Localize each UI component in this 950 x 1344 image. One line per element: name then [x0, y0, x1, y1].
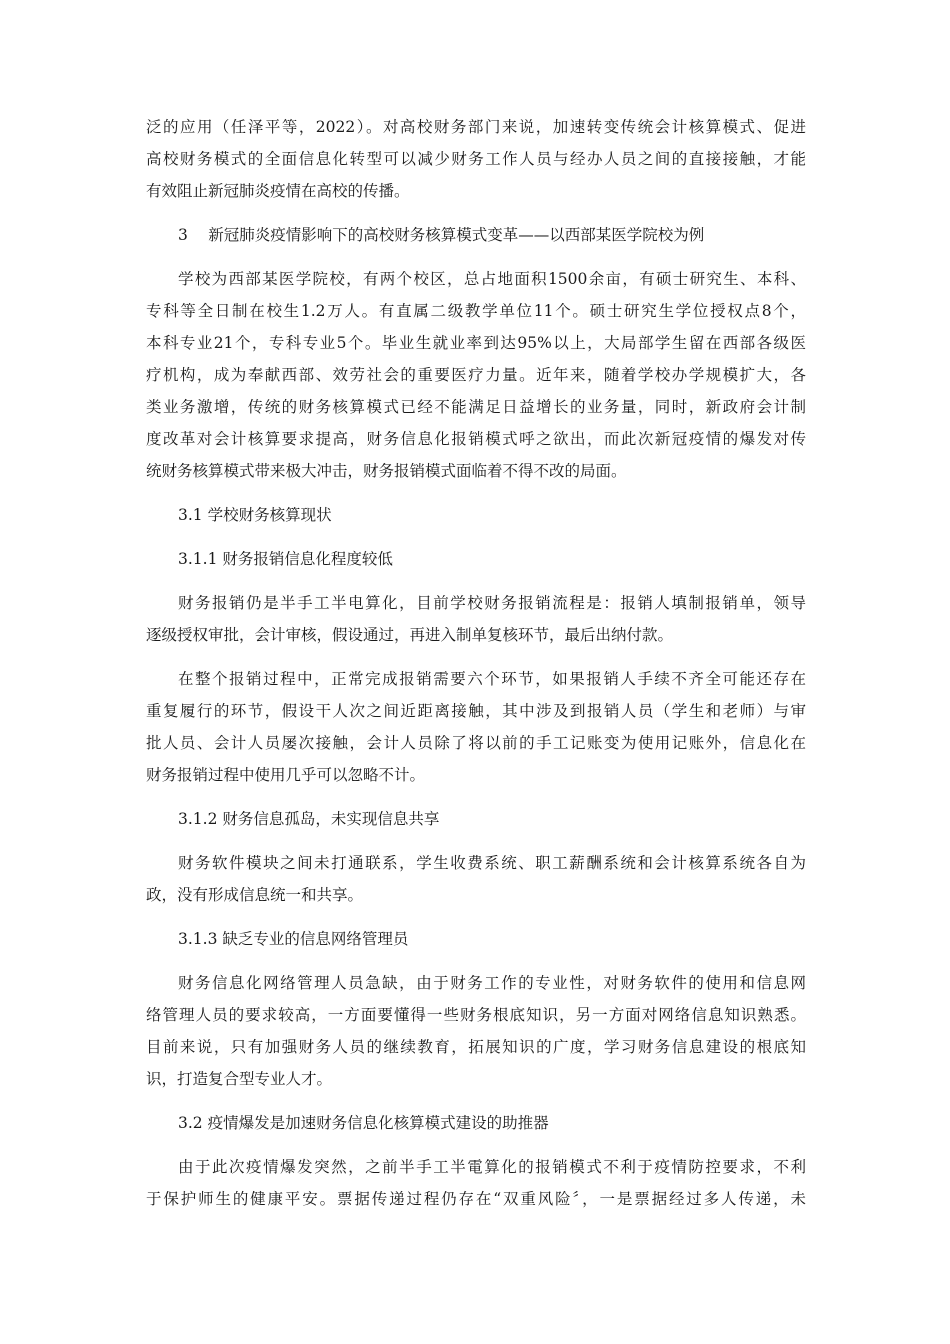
subsection-heading: 3.2 疫情爆发是加速财务信息化核算模式建设的助推器	[178, 1114, 549, 1132]
paragraph-line: 目前来说，只有加强财务人员的继续教育，拓展知识的广度，学习财务信息建设的根底知	[146, 1038, 806, 1056]
subsection-heading: 3.1 学校财务核算现状	[178, 506, 332, 524]
paragraph-line: 高校财务模式的全面信息化转型可以减少财务工作人员与经办人员之间的直接接触，才能	[146, 150, 806, 168]
paragraph-line: 度改革对会计核算要求提高，财务信息化报销模式呼之欲出，而此次新冠疫情的爆发对传	[146, 430, 806, 448]
paragraph-line: 泛的应用（任泽平等，2022）。对高校财务部门来说，加速转变传统会计核算模式、促进	[146, 118, 806, 136]
paragraph-line: 类业务激增，传统的财务核算模式已经不能满足日益增长的业务量，同时，新政府会计制	[146, 398, 806, 416]
section-heading: 3 新冠肺炎疫情影响下的高校财务核算模式变革——以西部某医学院校为例	[178, 226, 705, 244]
paragraph-line: 专科等全日制在校生1.2万人。有直属二级教学单位11个。硕士研究生学位授权点8个，	[146, 302, 806, 320]
paragraph-line: 疗机构，成为奉献西部、效劳社会的重要医疗力量。近年来，随着学校办学规模扩大，各	[146, 366, 806, 384]
paragraph-line: 识，打造复合型专业人才。	[146, 1070, 333, 1088]
paragraph-line: 财务报销仍是半手工半电算化，目前学校财务报销流程是：报销人填制报销单，领导	[178, 594, 806, 612]
paragraph-line: 财务软件模块之间未打通联系，学生收费系统、职工薪酬系统和会计核算系统各自为	[178, 854, 806, 872]
paragraph-line: 有效阻止新冠肺炎疫情在高校的传播。	[146, 182, 410, 200]
paragraph-line: 批人员、会计人员屡次接触，会计人员除了将以前的手工记账变为使用记账外，信息化在	[146, 734, 806, 752]
paragraph-line: 统财务核算模式带来极大冲击，财务报销模式面临着不得不改的局面。	[146, 462, 627, 480]
paragraph-line: 财务报销过程中使用几乎可以忽略不计。	[146, 766, 426, 784]
paragraph-line: 财务信息化网络管理人员急缺，由于财务工作的专业性，对财务软件的使用和信息网	[178, 974, 806, 992]
paragraph-line: 于保护师生的健康平安。票据传递过程仍存在“双重风险〞，一是票据经过多人传递，未	[146, 1190, 806, 1208]
subsubsection-heading: 3.1.3 缺乏专业的信息网络管理员	[178, 930, 409, 948]
paragraph-line: 本科专业21个，专科专业5个。毕业生就业率到达95%以上，大局部学生留在西部各级医	[146, 334, 806, 352]
paragraph-line: 络管理人员的要求较高，一方面要懂得一些财务根底知识，另一方面对网络信息知识熟悉。	[146, 1006, 806, 1024]
paragraph-line: 由于此次疫情爆发突然，之前半手工半電算化的报销模式不利于疫情防控要求，不利	[178, 1158, 806, 1176]
paragraph-line: 学校为西部某医学院校，有两个校区，总占地面积1500余亩，有硕士研究生、本科、	[178, 270, 806, 288]
paragraph-line: 逐级授权审批，会计审核，假设通过，再进入制单复核环节，最后出纳付款。	[146, 626, 674, 644]
subsubsection-heading: 3.1.2 财务信息孤岛，未实现信息共享	[178, 810, 440, 828]
paragraph-line: 在整个报销过程中，正常完成报销需要六个环节，如果报销人手续不齐全可能还存在	[178, 670, 806, 688]
paragraph-line: 重复履行的环节，假设干人次之间近距离接触，其中涉及到报销人员（学生和老师）与审	[146, 702, 806, 720]
paragraph-line: 政，没有形成信息统一和共享。	[146, 886, 364, 904]
subsubsection-heading: 3.1.1 财务报销信息化程度较低	[178, 550, 393, 568]
